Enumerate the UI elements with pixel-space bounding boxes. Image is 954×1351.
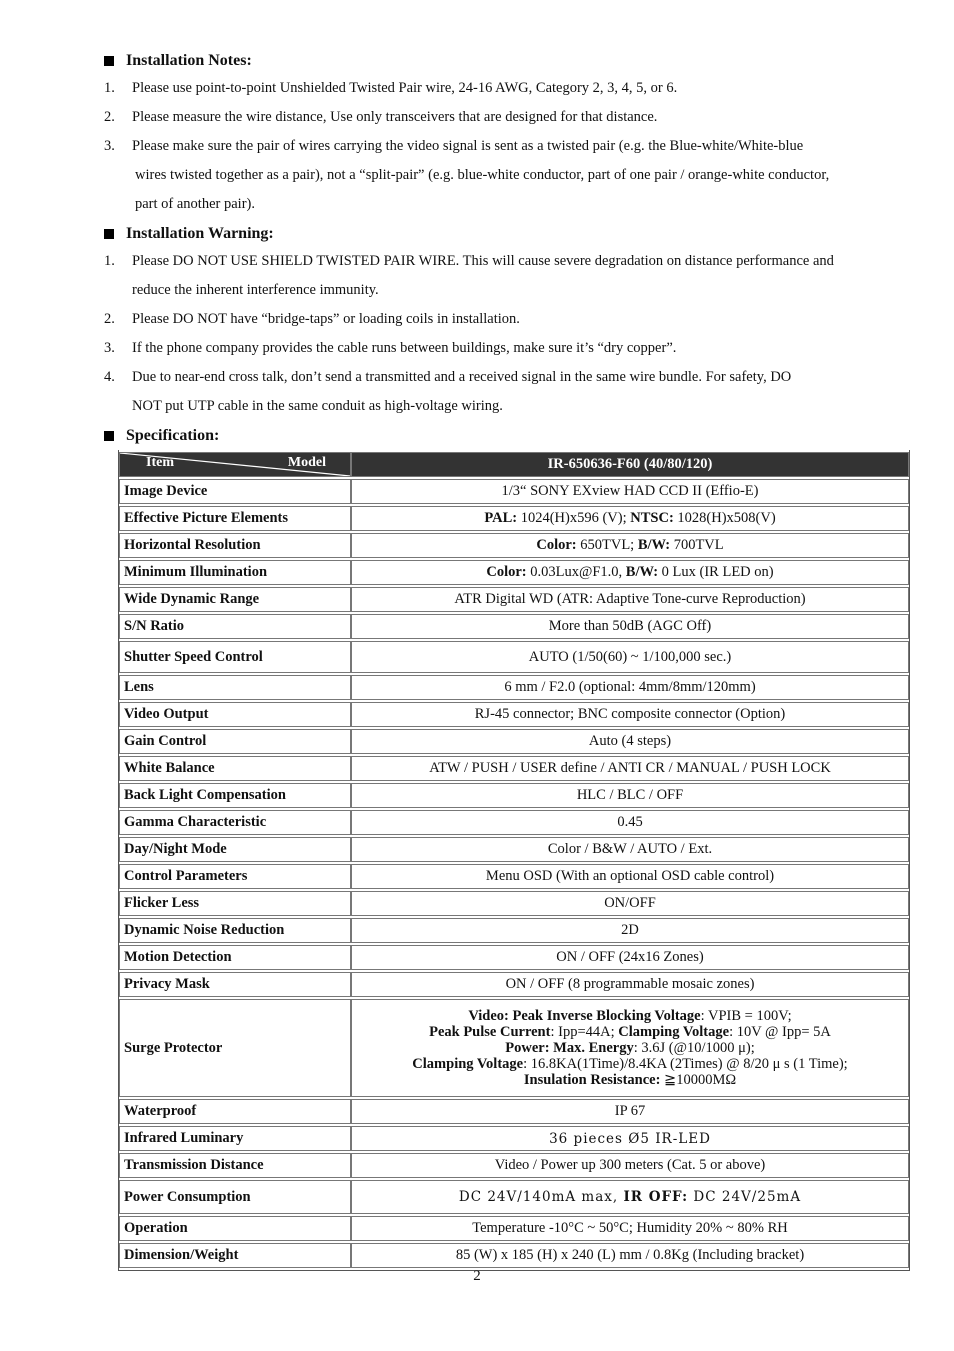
table-row bbox=[119, 533, 909, 558]
row-label: Back Light Compensation bbox=[119, 783, 351, 808]
table-row bbox=[119, 999, 909, 1097]
row-value: ATR Digital WD (ATR: Adaptive Tone-curve Reproduction) bbox=[351, 587, 909, 612]
table-row bbox=[119, 891, 909, 916]
row-label: Waterproof bbox=[119, 1099, 351, 1124]
installation-warning-title: Installation Warning: bbox=[126, 225, 274, 242]
row-value: Temperature -10°C ~ 50°C; Humidity 20% ~ 80% RH bbox=[351, 1216, 909, 1241]
table-row bbox=[119, 587, 909, 612]
table-row bbox=[119, 1180, 909, 1214]
table-row bbox=[119, 837, 909, 862]
row-value: HLC / BLC / OFF bbox=[351, 783, 909, 808]
item-text: Please use point-to-point Unshielded Twisted Pair wire, 24-16 AWG, Category 2, 3, 4, 5, or 6. bbox=[132, 80, 678, 96]
item-text: reduce the inherent interference immunity. bbox=[132, 282, 379, 298]
table-row bbox=[119, 756, 909, 781]
row-value: IP 67 bbox=[351, 1099, 909, 1124]
row-label: Effective Picture Elements bbox=[119, 506, 351, 531]
item-text: Due to near-end cross talk, don’t send a transmitted and a received signal in the same wire bundle. For safety, DO bbox=[132, 369, 792, 385]
list-item-continuation bbox=[104, 276, 910, 305]
row-label: S/N Ratio bbox=[119, 614, 351, 639]
list-item bbox=[104, 103, 910, 132]
list-item bbox=[104, 132, 910, 161]
table-row bbox=[119, 810, 909, 835]
item-text: If the phone company provides the cable runs between buildings, make sure it’s “dry copper”. bbox=[132, 340, 677, 356]
specification-heading bbox=[104, 425, 219, 447]
list-item bbox=[104, 74, 910, 103]
row-label: Day/Night Mode bbox=[119, 837, 351, 862]
item-text: Please measure the wire distance, Use only transceivers that are designed for that distance. bbox=[132, 109, 658, 125]
installation-notes-list bbox=[104, 74, 910, 219]
header-item-label: Item bbox=[146, 455, 174, 470]
row-label: Control Parameters bbox=[119, 864, 351, 889]
table-row bbox=[119, 1099, 909, 1124]
table-row bbox=[119, 702, 909, 727]
row-label: Shutter Speed Control bbox=[119, 641, 351, 673]
list-item bbox=[104, 363, 910, 392]
row-value: 85 (W) x 185 (H) x 240 (L) mm / 0.8Kg (Including bracket) bbox=[351, 1243, 909, 1268]
page-number: 2 bbox=[473, 1268, 481, 1284]
installation-warning-heading bbox=[104, 223, 274, 245]
header-model-name: IR-650636-F60 (40/80/120) bbox=[351, 452, 909, 477]
row-value: DC 24V/140mA max, IR OFF: DC 24V/25mA bbox=[351, 1180, 909, 1214]
item-number: 1. bbox=[104, 253, 115, 269]
list-item-continuation bbox=[104, 392, 910, 421]
row-value: Video: Peak Inverse Blocking Voltage: VPIB = 100V; Peak Pulse Current: Ipp=44A; Clamping Voltage: 10V @ Ipp= 5A Power: Max. Energy: 3.6J (@10/1000 μ); Clamping Voltage: 16.8KA(1Time)/8.4KA (2Times) @ 8/20 μ s (1 Time); Insulation Resistance: ≧10000MΩ bbox=[351, 999, 909, 1097]
row-label: Flicker Less bbox=[119, 891, 351, 916]
row-value: 2D bbox=[351, 918, 909, 943]
square-bullet-icon bbox=[104, 229, 114, 239]
header-item-model-cell bbox=[119, 452, 351, 477]
installation-notes-title: Installation Notes: bbox=[126, 52, 252, 69]
row-value: Color: 650TVL; B/W: 700TVL bbox=[351, 533, 909, 558]
table-row bbox=[119, 945, 909, 970]
row-label: Horizontal Resolution bbox=[119, 533, 351, 558]
installation-warning-list bbox=[104, 247, 910, 421]
row-label: Infrared Luminary bbox=[119, 1126, 351, 1151]
table-header-row bbox=[119, 452, 909, 477]
row-value: 36 pieces Ø5 IR-LED bbox=[351, 1126, 909, 1151]
row-value: RJ-45 connector; BNC composite connector (Option) bbox=[351, 702, 909, 727]
row-label: Privacy Mask bbox=[119, 972, 351, 997]
table-row bbox=[119, 1153, 909, 1178]
row-label: Dynamic Noise Reduction bbox=[119, 918, 351, 943]
table-row bbox=[119, 783, 909, 808]
item-text: NOT put UTP cable in the same conduit as high-voltage wiring. bbox=[132, 398, 503, 414]
row-label: Video Output bbox=[119, 702, 351, 727]
table-row bbox=[119, 614, 909, 639]
item-number: 4. bbox=[104, 369, 115, 385]
row-label: Lens bbox=[119, 675, 351, 700]
square-bullet-icon bbox=[104, 431, 114, 441]
row-value: ON / OFF (24x16 Zones) bbox=[351, 945, 909, 970]
row-value: More than 50dB (AGC Off) bbox=[351, 614, 909, 639]
item-text: Please make sure the pair of wires carrying the video signal is sent as a twisted pair (e.g. the Blue-white/White-blue bbox=[132, 138, 804, 154]
row-label: Wide Dynamic Range bbox=[119, 587, 351, 612]
row-value: ATW / PUSH / USER define / ANTI CR / MANUAL / PUSH LOCK bbox=[351, 756, 909, 781]
item-text: wires twisted together as a pair), not a “split-pair” (e.g. blue-white conductor, part of one pair / orange-white conductor, bbox=[135, 167, 830, 183]
table-row bbox=[119, 506, 909, 531]
table-row bbox=[119, 729, 909, 754]
item-number: 2. bbox=[104, 109, 115, 125]
row-value: AUTO (1/50(60) ~ 1/100,000 sec.) bbox=[351, 641, 909, 673]
row-label: Motion Detection bbox=[119, 945, 351, 970]
table-row bbox=[119, 560, 909, 585]
row-value: 6 mm / F2.0 (optional: 4mm/8mm/120mm) bbox=[351, 675, 909, 700]
item-text: Please DO NOT USE SHIELD TWISTED PAIR WIRE. This will cause severe degradation on distance performance and bbox=[132, 253, 834, 269]
list-item bbox=[104, 334, 910, 363]
row-value: Color: 0.03Lux@F1.0, B/W: 0 Lux (IR LED on) bbox=[351, 560, 909, 585]
row-label: Image Device bbox=[119, 479, 351, 504]
list-item bbox=[104, 247, 910, 276]
square-bullet-icon bbox=[104, 56, 114, 66]
row-label: Power Consumption bbox=[119, 1180, 351, 1214]
table-row bbox=[119, 864, 909, 889]
row-label: White Balance bbox=[119, 756, 351, 781]
installation-notes-heading bbox=[104, 50, 252, 72]
list-item bbox=[104, 305, 910, 334]
specification-table bbox=[118, 450, 910, 1271]
row-label: Operation bbox=[119, 1216, 351, 1241]
item-number: 1. bbox=[104, 80, 115, 96]
row-value: ON/OFF bbox=[351, 891, 909, 916]
item-text: Please DO NOT have “bridge-taps” or loading coils in installation. bbox=[132, 311, 520, 327]
item-text: part of another pair). bbox=[135, 196, 255, 212]
table-row bbox=[119, 972, 909, 997]
row-label: Gamma Characteristic bbox=[119, 810, 351, 835]
table-row bbox=[119, 918, 909, 943]
row-value: Color / B&W / AUTO / Ext. bbox=[351, 837, 909, 862]
table-row bbox=[119, 1243, 909, 1268]
table-row bbox=[119, 1216, 909, 1241]
row-value: 1/3“ SONY EXview HAD CCD II (Effio-E) bbox=[351, 479, 909, 504]
row-value: Menu OSD (With an optional OSD cable control) bbox=[351, 864, 909, 889]
header-model-label: Model bbox=[287, 455, 326, 470]
row-label: Dimension/Weight bbox=[119, 1243, 351, 1268]
table-row bbox=[119, 675, 909, 700]
row-value: Auto (4 steps) bbox=[351, 729, 909, 754]
list-item-continuation bbox=[104, 190, 910, 219]
row-value: 0.45 bbox=[351, 810, 909, 835]
row-value: PAL: 1024(H)x596 (V); NTSC: 1028(H)x508(V) bbox=[351, 506, 909, 531]
row-label: Minimum Illumination bbox=[119, 560, 351, 585]
list-item-continuation bbox=[104, 161, 910, 190]
row-value: ON / OFF (8 programmable mosaic zones) bbox=[351, 972, 909, 997]
row-label: Gain Control bbox=[119, 729, 351, 754]
specification-title: Specification: bbox=[126, 427, 220, 444]
item-number: 3. bbox=[104, 138, 115, 154]
item-number: 3. bbox=[104, 340, 115, 356]
row-value: Video / Power up 300 meters (Cat. 5 or above) bbox=[351, 1153, 909, 1178]
table-row bbox=[119, 641, 909, 673]
table-row bbox=[119, 479, 909, 504]
row-label: Transmission Distance bbox=[119, 1153, 351, 1178]
row-label: Surge Protector bbox=[119, 999, 351, 1097]
item-number: 2. bbox=[104, 311, 115, 327]
table-row bbox=[119, 1126, 909, 1151]
